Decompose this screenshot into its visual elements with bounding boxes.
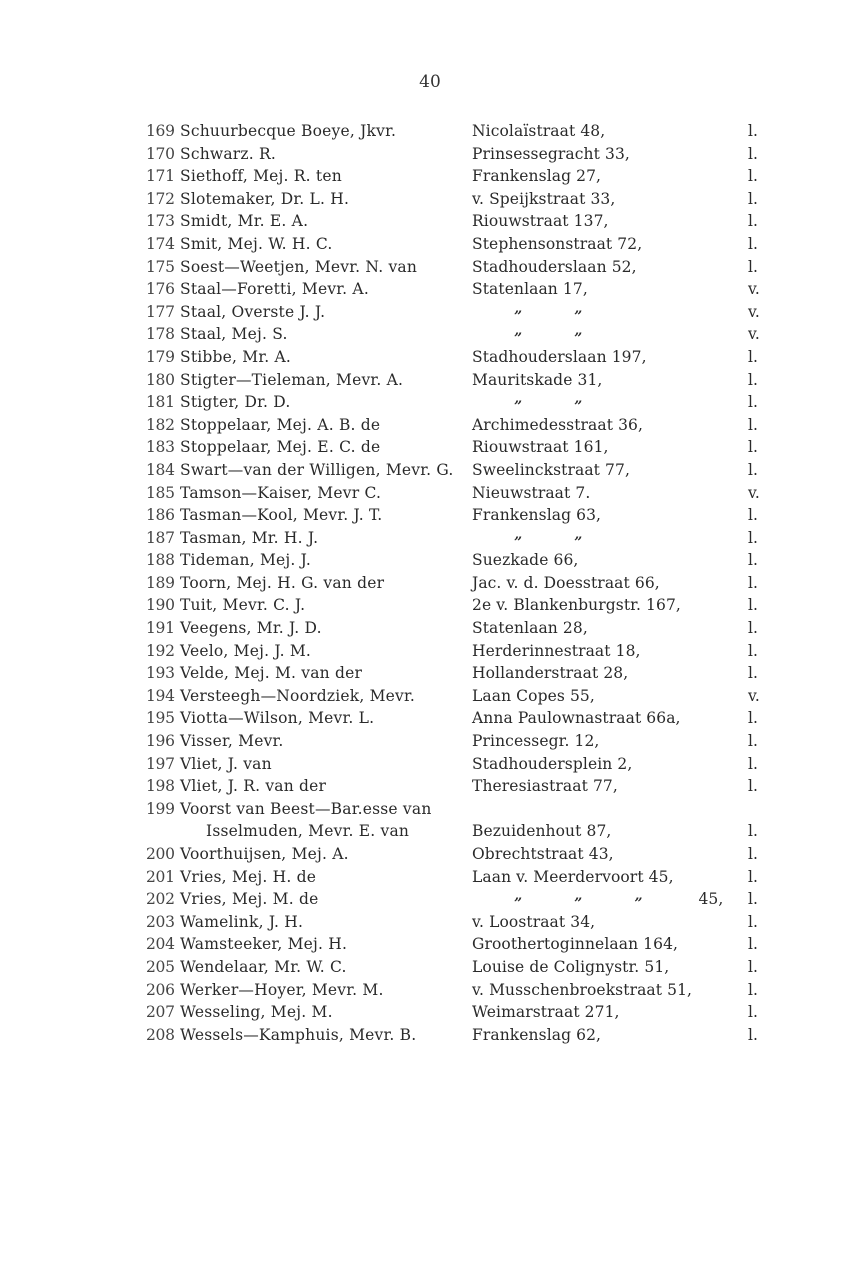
entry-address [472,323,582,347]
entry-code: l. [748,980,758,999]
entry-number: 200 [146,845,175,863]
ditto-mark: ” [574,534,583,551]
entry-address: Frankenslag 27, [472,167,602,186]
entry-address: Laan v. Meerdervoort 45, [472,867,674,886]
entry-number: 182 [146,415,175,434]
directory-entry [146,617,786,640]
entry-code: l. [748,754,758,773]
entry-address: Archimedesstraat 36, [472,415,644,434]
entry-name [180,730,284,753]
entry-code: l. [748,1003,758,1022]
entry-code: l. [748,370,758,389]
entry-name-line: Staal, Overste J. J. [180,302,326,321]
entry-name-continuation: Isselmuden, Mevr. E. van [206,822,410,841]
entry-name-line: Staal, Mej. S. [180,325,288,344]
entry-name [180,775,326,798]
entry-code: l. [748,573,758,592]
directory-entry [146,346,786,369]
entry-name [180,1024,416,1047]
entry-code: v. [748,302,760,321]
entry-number: 170 [146,144,175,163]
entry-number: 184 [146,460,175,479]
directory-entry [146,843,786,866]
entry-address: v. Loostraat 34, [472,912,596,931]
entry-name [180,956,347,979]
directory-entry [146,911,786,934]
entry-number: 169 [146,122,175,140]
entry-name [180,391,290,414]
directory-entry [146,933,786,956]
entry-number: 194 [146,686,175,705]
entry-name [180,527,318,550]
directory-entry [146,866,786,889]
entry-number: 188 [146,551,175,570]
entry-address: Prinsessegracht 33, [472,144,630,163]
entry-code: v. [748,280,760,299]
entry-name-line: Voorst van Beest—Bar.esse van [180,799,432,818]
entry-name-line: Schuurbecque Boeye, Jkvr. [180,122,397,140]
entry-name-line: Stoppelaar, Mej. E. C. de [180,438,381,457]
entry-name-line: Wamsteeker, Mej. H. [180,935,348,954]
entry-address: Statenlaan 17, [472,280,588,299]
entry-number: 199 [146,799,175,818]
entry-code: l. [748,122,758,140]
entry-number: 195 [146,709,175,728]
entry-name-line: Wamelink, J. H. [180,912,304,931]
entry-code: l. [748,641,758,660]
entry-address: Louise de Colignystr. 51, [472,957,670,976]
entry-code: l. [748,664,758,683]
entry-code: l. [748,867,758,886]
entry-name [180,843,349,866]
entry-name-line: Tamson—Kaiser, Mevr C. [180,483,382,502]
ditto-mark: ” [574,896,583,913]
entry-code: l. [748,822,758,841]
ditto-mark: ” [514,534,523,551]
entry-number: 192 [146,641,175,660]
directory-entry [146,1024,786,1047]
entry-name [180,256,417,279]
entry-address: Jac. v. d. Doesstraat 66, [472,573,660,592]
entry-code: l. [748,732,758,751]
entry-name [180,549,311,572]
entry-number: 198 [146,777,175,796]
entry-address: Bezuidenhout 87, [472,822,612,841]
entry-name [180,933,347,956]
entry-name-line: Voorthuijsen, Mej. A. [180,845,349,863]
entry-name [180,594,305,617]
entry-number: 203 [146,912,175,931]
entry-address: Riouwstraat 137, [472,212,609,231]
entry-name [180,120,396,143]
entry-number: 181 [146,393,175,412]
entry-name-line: Staal—Foretti, Mevr. A. [180,280,369,299]
entry-number: 171 [146,167,175,186]
entry-code: l. [748,957,758,976]
entry-number: 179 [146,347,175,366]
entry-name [180,753,272,776]
entry-number: 208 [146,1025,175,1044]
ditto-mark: ” [574,308,583,325]
entry-address: Hollanderstraat 28, [472,664,629,683]
directory-entry [146,391,786,414]
entry-address: Laan Copes 55, [472,686,595,705]
entry-name-line: Tideman, Mej. J. [180,551,312,570]
entry-name-line: Wesseling, Mej. M. [180,1003,333,1022]
directory-entry [146,798,786,843]
entry-address: Nieuwstraat 7. [472,483,591,502]
entry-address: Weimarstraat 271, [472,1003,620,1022]
directory-entry [146,527,786,550]
entry-number: 202 [146,890,175,909]
entry-code: l. [748,912,758,931]
entry-address: Herderinnestraat 18, [472,641,641,660]
entry-name-line: Vries, Mej. H. de [180,867,317,886]
entry-code: l. [748,1025,758,1044]
entry-address: Stadhoudersplein 2, [472,754,633,773]
directory-entry [146,436,786,459]
entry-number: 174 [146,234,175,253]
entry-code: l. [748,551,758,570]
entry-name-line: Vliet, J. van [180,754,272,773]
entry-address: v. Musschenbroekstraat 51, [472,980,693,999]
entry-code: l. [748,890,758,909]
entry-address: Statenlaan 28, [472,619,588,638]
entry-code: v. [748,325,760,344]
directory-entry [146,233,786,256]
ditto-mark: ” [514,331,523,348]
address-number: 45, [698,890,724,909]
directory-entry [146,640,786,663]
entry-number: 204 [146,935,175,954]
entry-address: Stadhouderslaan 197, [472,347,647,366]
entry-code: l. [748,393,758,412]
directory-entry [146,707,786,730]
entry-name [180,346,291,369]
directory-entry [146,572,786,595]
entry-name [180,866,316,889]
entry-number: 173 [146,212,175,231]
entry-name-line: Stigter—Tieleman, Mevr. A. [180,370,404,389]
entry-name-line: Siethoff, Mej. R. ten [180,167,342,186]
entry-code: l. [748,212,758,231]
entry-code: l. [748,347,758,366]
entry-name-line: Smit, Mej. W. H. C. [180,234,333,253]
entry-address [472,391,582,415]
entry-name-line: Tasman, Mr. H. J. [180,528,319,547]
entry-name [180,504,382,527]
entry-code: v. [748,483,760,502]
entry-name [180,685,415,708]
entry-name [180,278,369,301]
entry-address: Frankenslag 62, [472,1025,602,1044]
entry-name-line: Wendelaar, Mr. W. C. [180,957,347,976]
entry-name [180,210,308,233]
entry-name [180,572,384,595]
entry-address: Stadhouderslaan 52, [472,257,637,276]
directory-entry [146,459,786,482]
ditto-mark: ” [634,896,643,913]
entry-name-line: Viotta—Wilson, Mevr. L. [180,709,375,728]
directory-entry [146,888,786,911]
entry-number: 189 [146,573,175,592]
ditto-mark: ” [574,399,583,416]
directory-entry [146,165,786,188]
directory-entry [146,775,786,798]
entry-name [180,798,432,843]
entry-name [180,617,322,640]
entry-number: 196 [146,732,175,751]
entry-code: l. [748,777,758,796]
entry-address: Theresiastraat 77, [472,777,618,796]
ditto-mark: ” [514,896,523,913]
directory-entry [146,504,786,527]
entry-name-line: Vliet, J. R. van der [180,777,327,796]
entry-name [180,640,311,663]
entry-number: 176 [146,280,175,299]
ditto-mark: ” [514,308,523,325]
entry-name-line: Soest—Weetjen, Mevr. N. van [180,257,418,276]
directory-entry [146,979,786,1002]
entry-address: Riouwstraat 161, [472,438,609,457]
entry-name [180,662,362,685]
entry-code: l. [748,506,758,525]
entry-name-line: Vries, Mej. M. de [180,890,319,909]
entry-number: 186 [146,506,175,525]
directory-entry [146,323,786,346]
entry-address [472,301,582,325]
entry-number: 190 [146,596,175,615]
entry-address: 2e v. Blankenburgstr. 167, [472,596,681,615]
entry-code: l. [748,415,758,434]
entry-address: Nicolaïstraat 48, [472,122,606,140]
entry-code: l. [748,144,758,163]
directory-entry [146,143,786,166]
page-number: 40 [419,72,441,92]
entry-name-line: Schwarz. R. [180,144,277,163]
entry-address [472,888,723,912]
entry-name [180,143,276,166]
entry-code: l. [748,935,758,954]
directory-list [146,120,786,1046]
entry-name [180,233,333,256]
entry-code: l. [748,189,758,208]
entry-name-line: Tuit, Mevr. C. J. [180,596,306,615]
directory-entry [146,120,786,143]
entry-name [180,888,318,911]
ditto-mark: ” [574,331,583,348]
entry-address: Princessegr. 12, [472,732,600,751]
entry-code: l. [748,438,758,457]
entry-name [180,323,288,346]
entry-name-line: Veegens, Mr. J. D. [180,619,322,638]
entry-name-line: Stibbe, Mr. A. [180,347,292,366]
entry-number: 175 [146,257,175,276]
directory-entry [146,301,786,324]
entry-name-line: Versteegh—Noordziek, Mevr. [180,686,416,705]
entry-code: l. [748,257,758,276]
entry-number: 207 [146,1003,175,1022]
entry-code: l. [748,619,758,638]
entry-name-line: Toorn, Mej. H. G. van der [180,573,385,592]
directory-entry [146,730,786,753]
entry-name [180,414,380,437]
directory-entry [146,594,786,617]
directory-entry [146,256,786,279]
entry-name-line: Werker—Hoyer, Mevr. M. [180,980,384,999]
entry-number: 183 [146,438,175,457]
entry-code: l. [748,845,758,863]
entry-number: 178 [146,325,175,344]
entry-name-line: Veelo, Mej. J. M. [180,641,312,660]
entry-name-line: Stigter, Dr. D. [180,393,291,412]
entry-address: Frankenslag 63, [472,506,602,525]
entry-name [180,369,403,392]
entry-number: 172 [146,189,175,208]
directory-entry [146,685,786,708]
entry-name-line: Tasman—Kool, Mevr. J. T. [180,506,383,525]
entry-address: Mauritskade 31, [472,370,603,389]
entry-name [180,911,303,934]
entry-number: 177 [146,302,175,321]
entry-name [180,188,349,211]
entry-name-line: Velde, Mej. M. van der [180,664,363,683]
entry-name [180,707,374,730]
entry-number: 193 [146,664,175,683]
entry-code: l. [748,167,758,186]
entry-address [472,527,582,551]
entry-address: Sweelinckstraat 77, [472,460,630,479]
directory-entry [146,753,786,776]
entry-name [180,979,384,1002]
entry-number: 197 [146,754,175,773]
entry-number: 185 [146,483,175,502]
entry-name-line: Stoppelaar, Mej. A. B. de [180,415,381,434]
entry-address: Anna Paulownastraat 66a, [472,709,681,728]
directory-entry [146,482,786,505]
entry-name [180,301,325,324]
entry-address: Obrechtstraat 43, [472,845,614,863]
entry-name-line: Visser, Mevr. [180,732,284,751]
entry-address: Suezkade 66, [472,551,579,570]
entry-number: 191 [146,619,175,638]
entry-code: v. [748,686,760,705]
entry-name [180,165,342,188]
entry-name-line: Wessels—Kamphuis, Mevr. B. [180,1025,417,1044]
directory-entry [146,278,786,301]
entry-code: l. [748,709,758,728]
entry-name [180,436,380,459]
directory-entry [146,188,786,211]
directory-entry [146,414,786,437]
entry-code: l. [748,528,758,547]
entry-address: Stephensonstraat 72, [472,234,643,253]
entry-code: l. [748,460,758,479]
entry-number: 201 [146,867,175,886]
directory-entry [146,956,786,979]
entry-number: 205 [146,957,175,976]
entry-number: 187 [146,528,175,547]
entry-number: 180 [146,370,175,389]
entry-code: l. [748,596,758,615]
directory-entry [146,662,786,685]
ditto-mark: ” [514,399,523,416]
entry-code: l. [748,234,758,253]
directory-entry [146,549,786,572]
entry-name [180,459,454,482]
entry-address: Groothertoginnelaan 164, [472,935,679,954]
directory-entry [146,210,786,233]
directory-entry [146,369,786,392]
entry-name [180,482,381,505]
entry-address: v. Speijkstraat 33, [472,189,616,208]
entry-name-line: Smidt, Mr. E. A. [180,212,309,231]
entry-name-line: Swart—van der Willigen, Mevr. G. [180,460,454,479]
entry-number: 206 [146,980,175,999]
entry-name [180,1001,333,1024]
directory-entry [146,1001,786,1024]
entry-name-line: Slotemaker, Dr. L. H. [180,189,350,208]
